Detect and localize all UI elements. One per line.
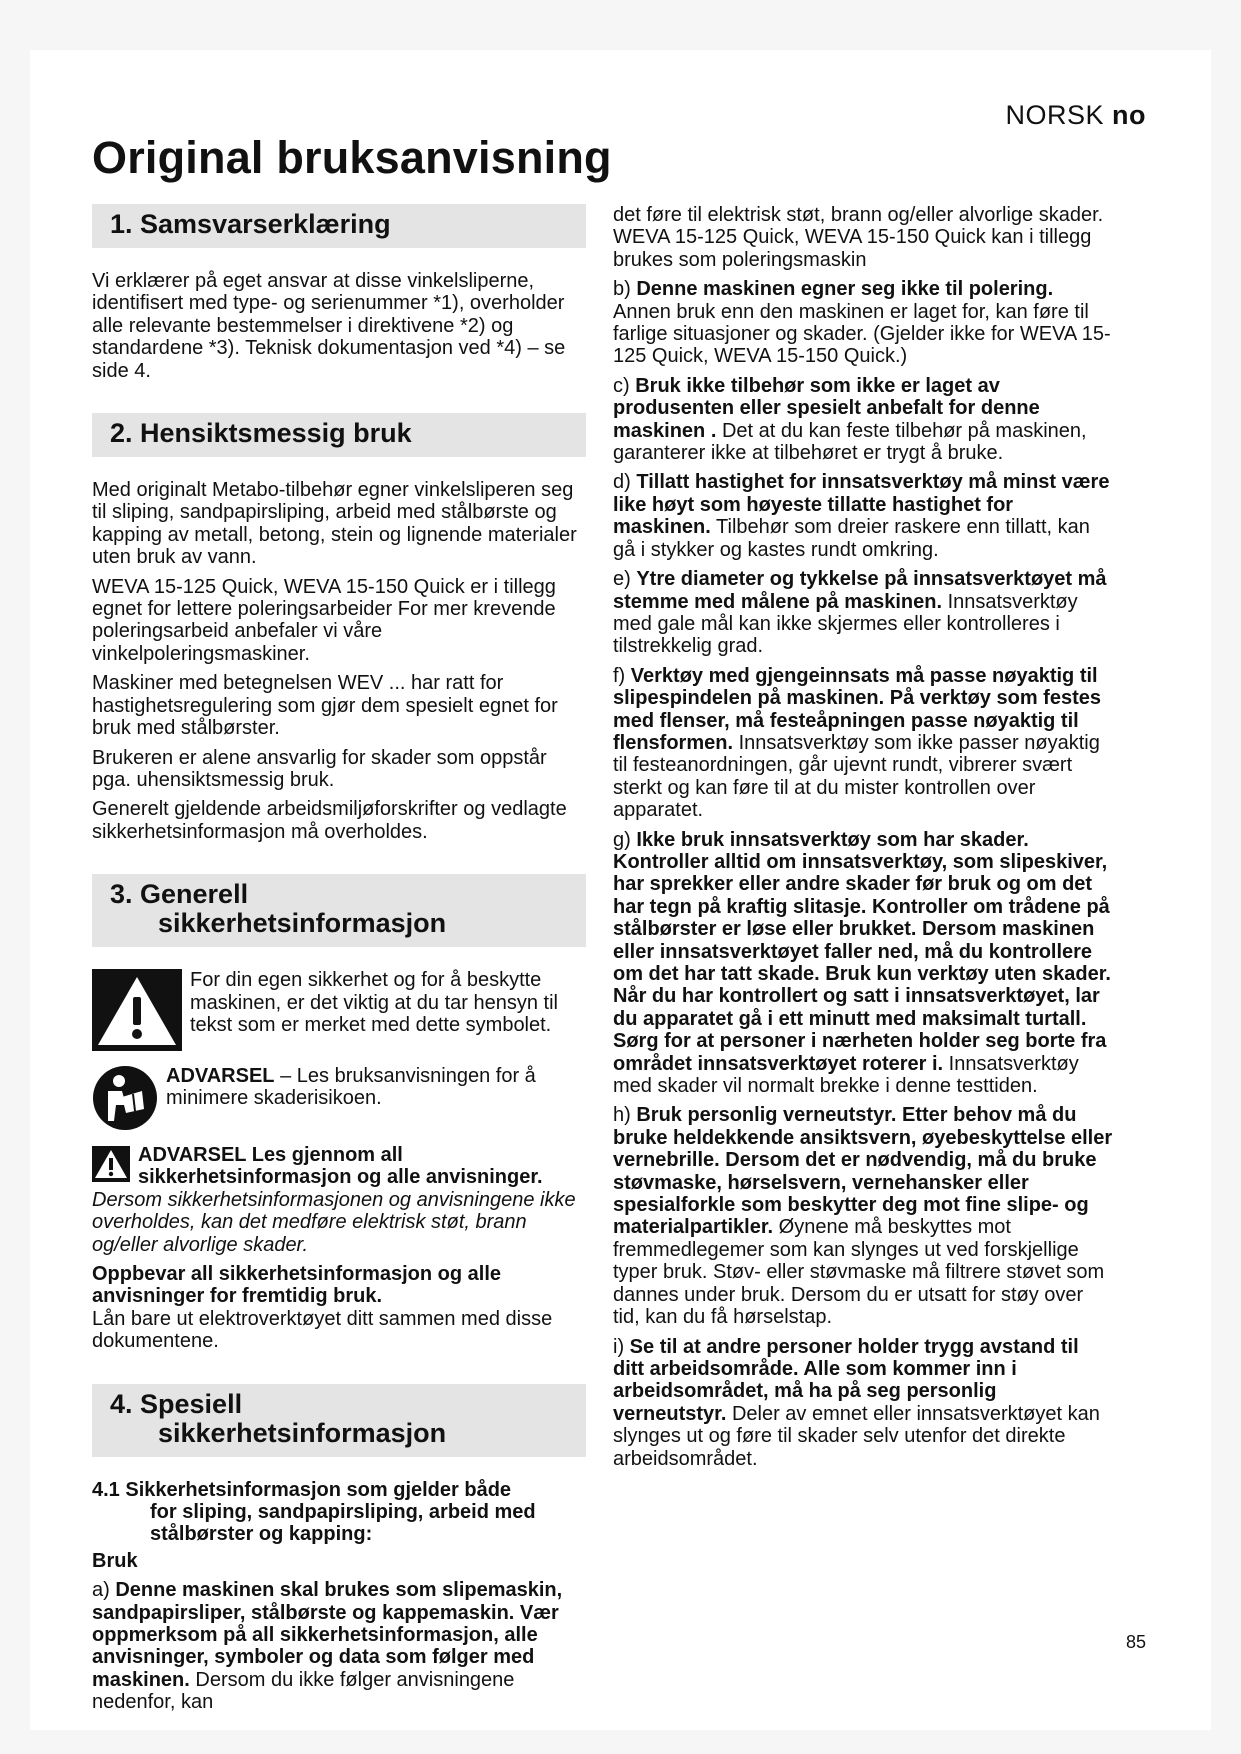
- language-label: [1005, 100, 1146, 131]
- item-g-bold: Ikke bruk innsatsverktøy som har skader. Kontroller alltid om innsatsverktøy, som slipeskiver, har sprekker eller andre skader før bruk og om det har tegn på kraftig slitasje. Kontroller om trådene på stålbørster er løse eller brukket. Dersom maskinen eller innsatsverktøyet faller ned, må du kontrollere om det har tatt skade. Bruk kun verktøy uten skader. Når du har kontrollert og satt i innsatsverktøyet, lar du apparatet gå i ett minutt med maksimalt turtall. Sørg for at personer i nærheten holder seg borte fra området innsatsverktøyet roterer i.: [613, 828, 1111, 1075]
- item-c-bold: Bruk ikke tilbehør som ikke er laget av produsenten eller spesielt anbefalt for denne maskinen .: [613, 374, 1040, 442]
- item-h-label: h): [613, 1104, 637, 1127]
- keep-instructions-text: Lån bare ut elektroverktøyet ditt sammen med disse dokumentene.: [92, 1307, 553, 1353]
- item-h-bold: Bruk personlig verneutstyr. Etter behov må du bruke heldekkende ansiktsvern, øyebeskyttelse eller vernebrille. Dersom det er nødvendig, må du bruke støvmaske, hørselsvern, vernehansker eller spesialforkle som beskytter deg mot fine slipe- og materialpartikler.: [613, 1104, 1113, 1239]
- warning-label: ADVARSEL: [166, 1064, 275, 1087]
- item-h: [613, 1104, 1113, 1328]
- document-title: Original bruksanvisning: [92, 132, 612, 183]
- item-a-text: Dersom du ikke følger anvisningene nedenfor, kan: [92, 1668, 515, 1714]
- read-manual-icon: [92, 1065, 158, 1136]
- item-b-text: Annen bruk enn den maskinen er laget for, kan føre til farlige situasjoner og skader. (Gjelder ikke for WEVA 15-125 Quick, WEVA 15-150 Quick.): [613, 300, 1111, 368]
- section-4-heading-line-2: sikkerhetsinformasjon: [158, 1417, 447, 1448]
- read-manual-text: [166, 1065, 586, 1110]
- item-a-continued: det føre til elektrisk støt, brann og/eller alvorlige skader. WEVA 15-125 Quick, WEVA 15-150 Quick kan i tillegg brukes som poleringsmaskin: [613, 204, 1104, 271]
- item-c-label: c): [613, 374, 636, 397]
- item-f: [613, 665, 1113, 822]
- item-e-bold: Ytre diameter og tykkelse på innsatsverktøyet må stemme med målene på maskinen.: [613, 568, 1107, 613]
- keep-instructions-bold: Oppbevar all sikkerhetsinformasjon og alle anvisninger for fremtidig bruk.: [92, 1262, 502, 1308]
- section-1-text: Vi erklærer på eget ansvar at disse vinkelsliperne, identifisert med type- og serienummer *1), overholder alle relevante bestemmelser i direktivene *2) og standardene *3). Teknisk dokumentasjon ved *4) – se side 4.: [92, 270, 566, 382]
- item-b-label: b): [613, 278, 637, 301]
- item-i-text: Deler av emnet eller innsatsverktøyet kan slynges ut og føre til skader selv utenfor det direkte arbeidsområdet.: [613, 1402, 1100, 1470]
- section-2-paragraph: Generelt gjeldende arbeidsmiljøforskrifter og vedlagte sikkerhetsinformasjon må overholdes.: [92, 798, 567, 843]
- general-warning-bold: ADVARSEL Les gjennom all sikkerhetsinformasjon og alle anvisninger.: [138, 1143, 543, 1189]
- general-warning-italic: Dersom sikkerhetsinformasjonen og anvisningene ikke overholdes, kan det medføre elektrisk støt, brann og/eller alvorlige skader.: [92, 1188, 576, 1256]
- section-3-heading: [92, 874, 586, 947]
- general-warning-paragraph: [92, 1144, 586, 1256]
- keep-instructions-paragraph: [92, 1263, 586, 1353]
- left-column: [92, 204, 586, 1721]
- item-a: [92, 1579, 586, 1713]
- item-g-text: Innsatsverktøy med skader vil normalt brekke i denne testtiden.: [613, 1052, 1079, 1098]
- section-4-heading: [92, 1384, 586, 1457]
- item-e-label: e): [613, 568, 637, 591]
- section-2-paragraph: Brukeren er alene ansvarlig for skader som oppstår pga. uhensiktsmessig bruk.: [92, 746, 547, 791]
- item-d-bold: Tillatt hastighet for innsatsverktøy må minst være like høyt som høyeste tillatte hastighet for maskinen.: [613, 471, 1110, 539]
- language-code: no: [1112, 100, 1146, 130]
- item-d-label: d): [613, 471, 637, 494]
- item-i: [613, 1336, 1113, 1470]
- page-number: 85: [1125, 1632, 1146, 1652]
- section-2-paragraph: Maskiner med betegnelsen WEV ... har ratt for hastighetsregulering som gjør dem spesielt egnet for bruk med stålbørster.: [92, 672, 558, 740]
- warning-triangle-icon: [92, 969, 182, 1056]
- section-3-heading-line-1: 3. Generell: [110, 879, 249, 910]
- small-warning-icon: [92, 1146, 130, 1187]
- item-d: [613, 471, 1113, 561]
- item-g-label: g): [613, 828, 637, 851]
- subsection-4-1-heading: [92, 1479, 586, 1546]
- item-c: [613, 375, 1113, 465]
- section-4-heading-line-1: 4. Spesiell: [110, 1388, 243, 1419]
- item-a-label: a): [92, 1579, 116, 1602]
- subsection-4-1-line-1: 4.1 Sikkerhetsinformasjon som gjelder både: [92, 1478, 512, 1501]
- section-1-heading: 1. Samsvarserklæring: [92, 204, 586, 248]
- section-2-paragraph: Med originalt Metabo-tilbehør egner vinkelsliperen seg til sliping, sandpapirsliping, arbeid med stålbørste og kapping av metall, betong, stein og lignende materialer uten bruk av vann.: [92, 479, 577, 569]
- read-manual-row: [92, 1065, 586, 1136]
- item-e-text: Innsatsverktøy med gale mål kan ikke skjermes eller kontrolleres i tilstrekkelig grad.: [613, 590, 1078, 658]
- item-b-bold: Denne maskinen egner seg ikke til polering.: [636, 278, 1054, 301]
- language-name: NORSK: [1005, 100, 1104, 130]
- item-f-label: f): [613, 664, 631, 687]
- item-h-text: Øynene må beskyttes mot fremmedlegemer som kan slynges ut ved forskjellige typer bruk. Støv- eller støvmaske må filtrere støvet som dannes under bruk. Dersom du er utsatt for støy over tid, kan du få hørselstap.: [613, 1216, 1105, 1329]
- item-e: [613, 568, 1113, 658]
- item-a-bold: Denne maskinen skal brukes som slipemaskin, sandpapirsliper, stålbørste og kappemaskin. Vær oppmerksom på all sikkerhetsinformasjon, alle anvisninger, symboler og data som følger med maskinen.: [92, 1579, 563, 1691]
- warning-symbol-text: For din egen sikkerhet og for å beskytte maskinen, er det viktig at du tar hensyn til tekst som er merket med dette symbolet.: [190, 969, 558, 1036]
- bruk-heading: Bruk: [92, 1549, 138, 1572]
- section-3-heading-line-2: sikkerhetsinformasjon: [158, 908, 447, 939]
- item-c-text: Det at du kan feste tilbehør på maskinen, garanterer ikke at tilbehøret er trygt å bruke.: [613, 419, 1087, 465]
- item-f-bold: Verktøy med gjengeinnsats må passe nøyaktig til slipespindelen på maskinen. På verktøy som festes med flenser, må festeåpningen passe nøyaktig til flensformen.: [613, 664, 1101, 754]
- item-f-text: Innsatsverktøy som ikke passer nøyaktig til festeanordningen, går ujevnt rundt, vibrerer svært sterkt og kan føre til at du mister kontrollen over apparatet.: [613, 731, 1100, 822]
- warning-message: – Les bruksanvisningen for å minimere skaderisikoen.: [166, 1064, 536, 1109]
- section-2-heading: 2. Hensiktsmessig bruk: [92, 413, 586, 457]
- subsection-4-1-line-2: for sliping, sandpapirsliping, arbeid med stålbørster og kapping:: [150, 1501, 536, 1546]
- item-i-bold: Se til at andre personer holder trygg avstand til ditt arbeidsområde. Alle som kommer inn i arbeidsområdet, må ha på seg personlig verneutstyr.: [613, 1335, 1079, 1425]
- item-d-text: Tilbehør som dreier raskere enn tillatt, kan gå i stykker og kastes rundt omkring.: [613, 516, 1090, 561]
- warning-symbol-row: [92, 969, 586, 1056]
- item-g: [613, 829, 1113, 1098]
- right-column: [613, 204, 1113, 1477]
- section-2-paragraph: WEVA 15-125 Quick, WEVA 15-150 Quick er i tillegg egnet for lettere poleringsarbeider For mer krevende poleringsarbeid anbefaler vi våre vinkelpoleringsmaskiner.: [92, 575, 556, 665]
- item-b: [613, 278, 1113, 368]
- item-i-label: i): [613, 1335, 630, 1358]
